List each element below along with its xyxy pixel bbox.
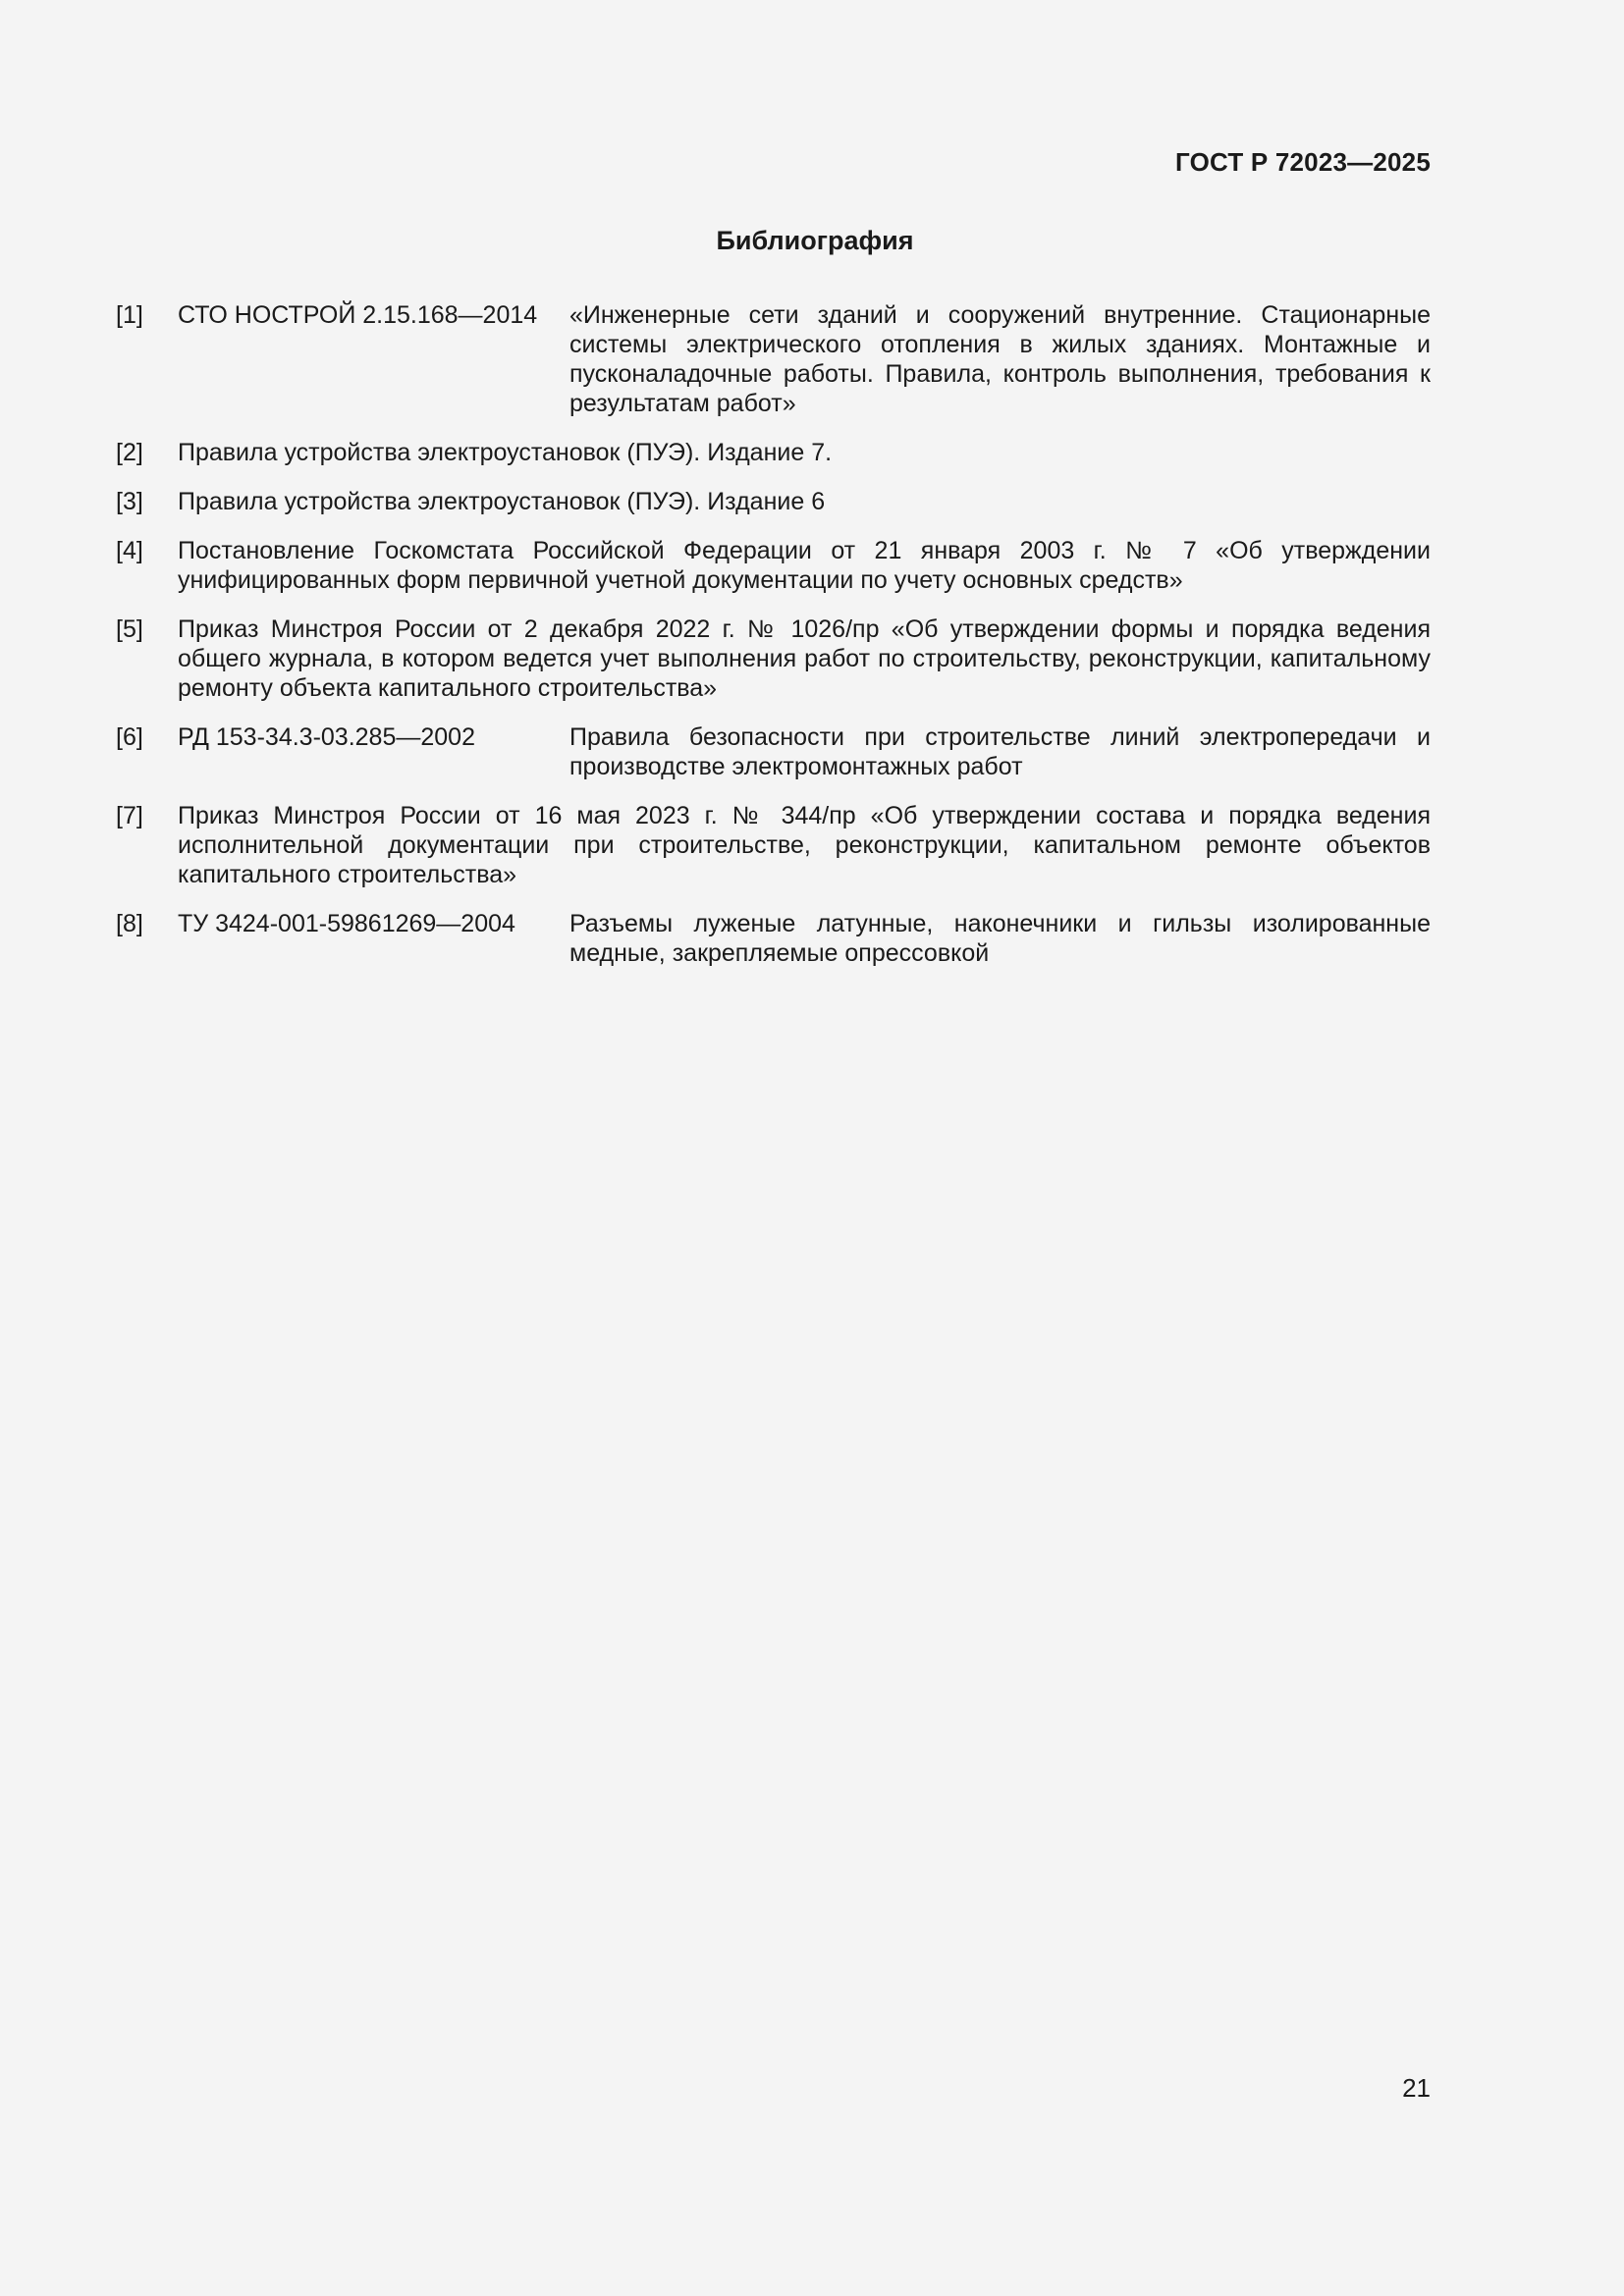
entry-text: Правила безопасности при строительстве линий электропередачи и производстве электромонтажных работ	[569, 723, 1431, 780]
page-title: Библиография	[716, 226, 914, 255]
bibliography-entry	[116, 487, 1431, 516]
bibliography-entry	[116, 722, 1431, 781]
document-code: ГОСТ Р 72023—2025	[1175, 147, 1431, 177]
entry-text: Правила устройства электроустановок (ПУЭ). Издание 6	[178, 488, 826, 515]
bibliography-entry	[116, 536, 1431, 595]
entry-text: Приказ Минстроя России от 16 мая 2023 г. № 344/пр «Об утверждении состава и порядка ведения исполнительной документации при строительстве, реконструкции, капитальном ремонте объектов капитального строительства»	[178, 802, 1431, 888]
entry-number: [7]	[116, 802, 143, 829]
entry-code: СТО НОСТРОЙ 2.15.168—2014	[178, 301, 538, 329]
entry-number: [5]	[116, 615, 143, 643]
bibliography-entry	[116, 438, 1431, 467]
entry-number: [8]	[116, 910, 143, 937]
bibliography-entry	[116, 801, 1431, 889]
entry-number: [2]	[116, 439, 143, 466]
entry-number: [3]	[116, 488, 143, 515]
entry-number: [4]	[116, 537, 143, 564]
entry-text: «Инженерные сети зданий и сооружений внутренние. Стационарные системы электрического отопления в жилых зданиях. Монтажные и пусконаладочные работы. Правила, контроль выполнения, требования к результатам работ»	[569, 301, 1431, 417]
entry-number: [6]	[116, 723, 143, 751]
bibliography-entry	[116, 300, 1431, 418]
entry-code: РД 153-34.3-03.285—2002	[178, 723, 475, 751]
entry-text: Правила устройства электроустановок (ПУЭ). Издание 7.	[178, 439, 833, 466]
entry-text: Приказ Минстроя России от 2 декабря 2022 г. № 1026/пр «Об утверждении формы и порядка ведения общего журнала, в котором ведется учет выполнения работ по строительству, реконструкции, капитальному ремонту объекта капитального строительства»	[178, 615, 1431, 702]
bibliography-entry	[116, 909, 1431, 968]
page-number: 21	[1402, 2073, 1431, 2103]
entry-number: [1]	[116, 301, 143, 329]
entry-code: ТУ 3424-001-59861269—2004	[178, 910, 515, 937]
entry-text: Разъемы луженые латунные, наконечники и гильзы изолированные медные, закрепляемые опрессовкой	[569, 910, 1431, 967]
bibliography-entry	[116, 614, 1431, 703]
bibliography-list	[116, 300, 1431, 988]
entry-text: Постановление Госкомстата Российской Федерации от 21 января 2003 г. № 7 «Об утверждении унифицированных форм первичной учетной документации по учету основных средств»	[178, 537, 1431, 594]
